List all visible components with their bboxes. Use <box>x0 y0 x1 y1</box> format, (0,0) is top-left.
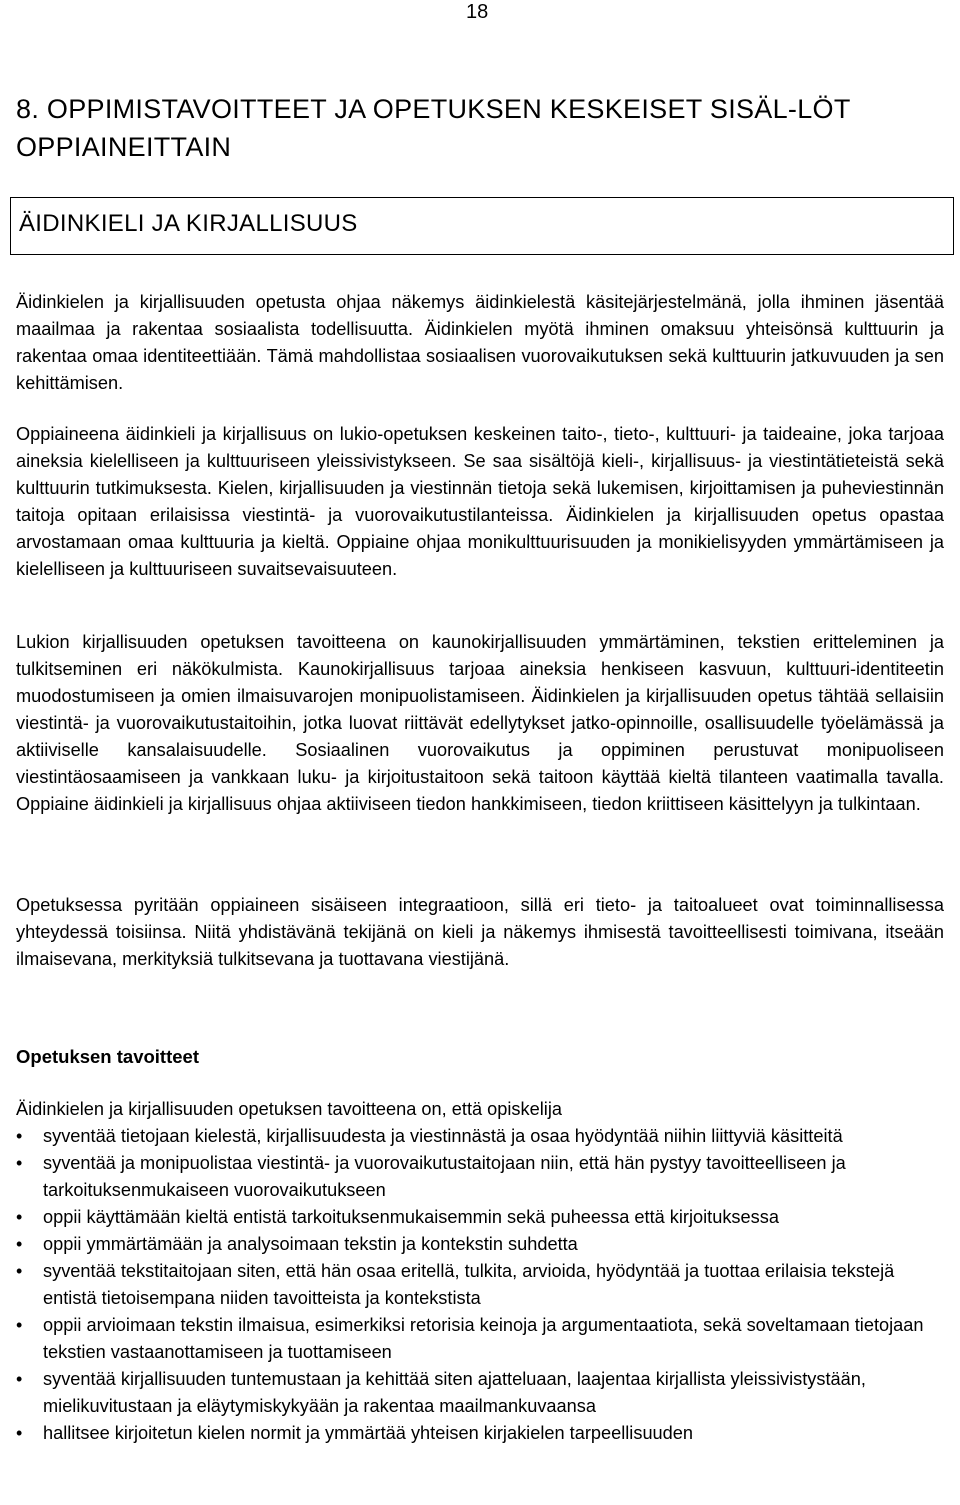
section-heading-goals: Opetuksen tavoitteet <box>16 1046 199 1067</box>
list-item <box>16 1312 944 1366</box>
bullet-icon: • <box>16 1234 23 1254</box>
chapter-title: 8. OPPIMISTAVOITTEET JA OPETUKSEN KESKEISET SISÄL-LÖT OPPIAINEITTAIN <box>16 94 851 162</box>
list-item-text: oppii ymmärtämään ja analysoimaan tekstin ja kontekstin suhdetta <box>43 1234 578 1254</box>
list-item-text: syventää ja monipuolistaa viestintä- ja vuorovaikutustaitojaan niin, että hän pystyy tavoitteelliseen ja tarkoituksenmukaiseen vuorovaikutukseen <box>43 1153 846 1200</box>
list-item <box>16 1366 944 1420</box>
list-item-text: oppii käyttämään kieltä entistä tarkoituksenmukaisemmin sekä puheessa että kirjoituksessa <box>43 1207 779 1227</box>
list-item <box>16 1150 944 1204</box>
list-item-text: syventää kirjallisuuden tuntemustaan ja kehittää siten ajatteluaan, laajentaa kirjallista yleissivistystään, mielikuvitustaan ja eläytymiskykyään ja rakentaa maailmankuvaansa <box>43 1369 866 1416</box>
bullet-icon: • <box>16 1153 23 1173</box>
list-item-text: syventää tietojaan kielestä, kirjallisuudesta ja viestinnästä ja osaa hyödyntää niihin liittyviä käsitteitä <box>43 1126 843 1146</box>
paragraph-integration: Opetuksessa pyritään oppiaineen sisäiseen integraatioon, sillä eri tieto- ja taitoalueet ovat toiminnallisessa yhteydessä toisiinsa. Niitä yhdistävänä tekijänä on kieli ja näkemys ihmisestä tavoitteellisesti toimivana, itseään ilmaisevana, merkityksiä tulkitsevana ja tuottavana viestijänä. <box>16 895 944 969</box>
bullet-icon: • <box>16 1369 23 1389</box>
subject-title-box <box>10 197 954 255</box>
list-item <box>16 1231 944 1258</box>
goals-list <box>16 1123 944 1447</box>
list-item-text: syventää tekstitaitojaan siten, että hän osaa eritellä, tulkita, arvioida, hyödyntää ja tuottaa erilaisia tekstejä entistä tietoisempana niiden tavoitteista ja kontekstista <box>43 1261 895 1308</box>
goals-intro: Äidinkielen ja kirjallisuuden opetuksen tavoitteena on, että opiskelija <box>16 1099 562 1119</box>
list-item <box>16 1123 944 1150</box>
bullet-icon: • <box>16 1315 23 1335</box>
bullet-icon: • <box>16 1261 23 1281</box>
page-number: 18 <box>466 1 489 23</box>
list-item <box>16 1204 944 1231</box>
list-item <box>16 1258 944 1312</box>
list-item-text: hallitsee kirjoitetun kielen normit ja ymmärtää yhteisen kirjakielen tarpeellisuuden <box>43 1423 694 1443</box>
paragraph-subject-description: Oppiaineena äidinkieli ja kirjallisuus on lukio-opetuksen keskeinen taito-, tieto-, kulttuuri- ja taideaine, joka tarjoaa aineksia kielelliseen ja kulttuuriseen yleissivistykseen. Se saa sisältöjä kieli-, kirjallisuus- ja viestintätieteistä sekä kulttuurin tutkimuksesta. Kielen, kirjallisuuden ja viestinnän tietoja sekä lukemisen, kirjoittamisen ja puheviestinnän taitoja opitaan erilaisissa viestintä- ja vuorovaikutustilanteissa. Äidinkielen ja kirjallisuuden opetus opastaa arvostamaan omaa kulttuuria ja kieltä. Oppiaine ohjaa monikulttuurisuuden ja monikielisyyden ymmärtämiseen ja kielelliseen ja kulttuuriseen suvaitsevaisuuteen. <box>16 424 944 579</box>
paragraph-intro: Äidinkielen ja kirjallisuuden opetusta ohjaa näkemys äidinkielestä käsitejärjestelmänä, jolla ihminen jäsentää maailmaa ja rakentaa sosiaalista todellisuutta. Äidinkielen myötä ihminen omaksuu yhteisönsä kulttuurin ja rakentaa omaa identiteettiään. Tämä mahdollistaa sosiaalisen vuorovaikutuksen sekä kulttuurin jatkuvuuden ja sen kehittämisen. <box>16 292 944 393</box>
paragraph-literature-goals: Lukion kirjallisuuden opetuksen tavoitteena on kaunokirjallisuuden ymmärtäminen, tekstien eritteleminen ja tulkitseminen eri näkökulmista. Kaunokirjallisuus tarjoaa aineksia henkiseen kasvuun, kulttuuri-identiteetin muodostumiseen ja omien ilmaisuvarojen monipuolistamiseen. Äidinkielen ja kirjallisuuden opetus tähtää sellaisiin viestintä- ja vuorovaikutustaitoihin, jotka luovat riittävät edellytykset jatko-opinnoille, osallisuudelle työelämässä ja aktiiviselle kansalaisuudelle. Sosiaalinen vuorovaikutus ja oppiminen perustuvat monipuoliseen viestintäosaamiseen ja vankkaan luku- ja kirjoitustaitoon sekä taitoon käyttää kieltä tilanteen vaatimalla tavalla. Oppiaine äidinkieli ja kirjallisuus ohjaa aktiiviseen tiedon hankkimiseen, tiedon kriittiseen käsittelyyn ja tulkintaan. <box>16 632 944 814</box>
bullet-icon: • <box>16 1207 23 1227</box>
subject-title: ÄIDINKIELI JA KIRJALLISUUS <box>19 210 358 237</box>
list-item-text: oppii arvioimaan tekstin ilmaisua, esimerkiksi retorisia keinoja ja argumentaatiota, sekä soveltamaan tietojaan tekstien vastaanottamiseen ja tuottamiseen <box>43 1315 924 1362</box>
list-item <box>16 1420 944 1447</box>
bullet-icon: • <box>16 1423 23 1443</box>
bullet-icon: • <box>16 1126 23 1146</box>
